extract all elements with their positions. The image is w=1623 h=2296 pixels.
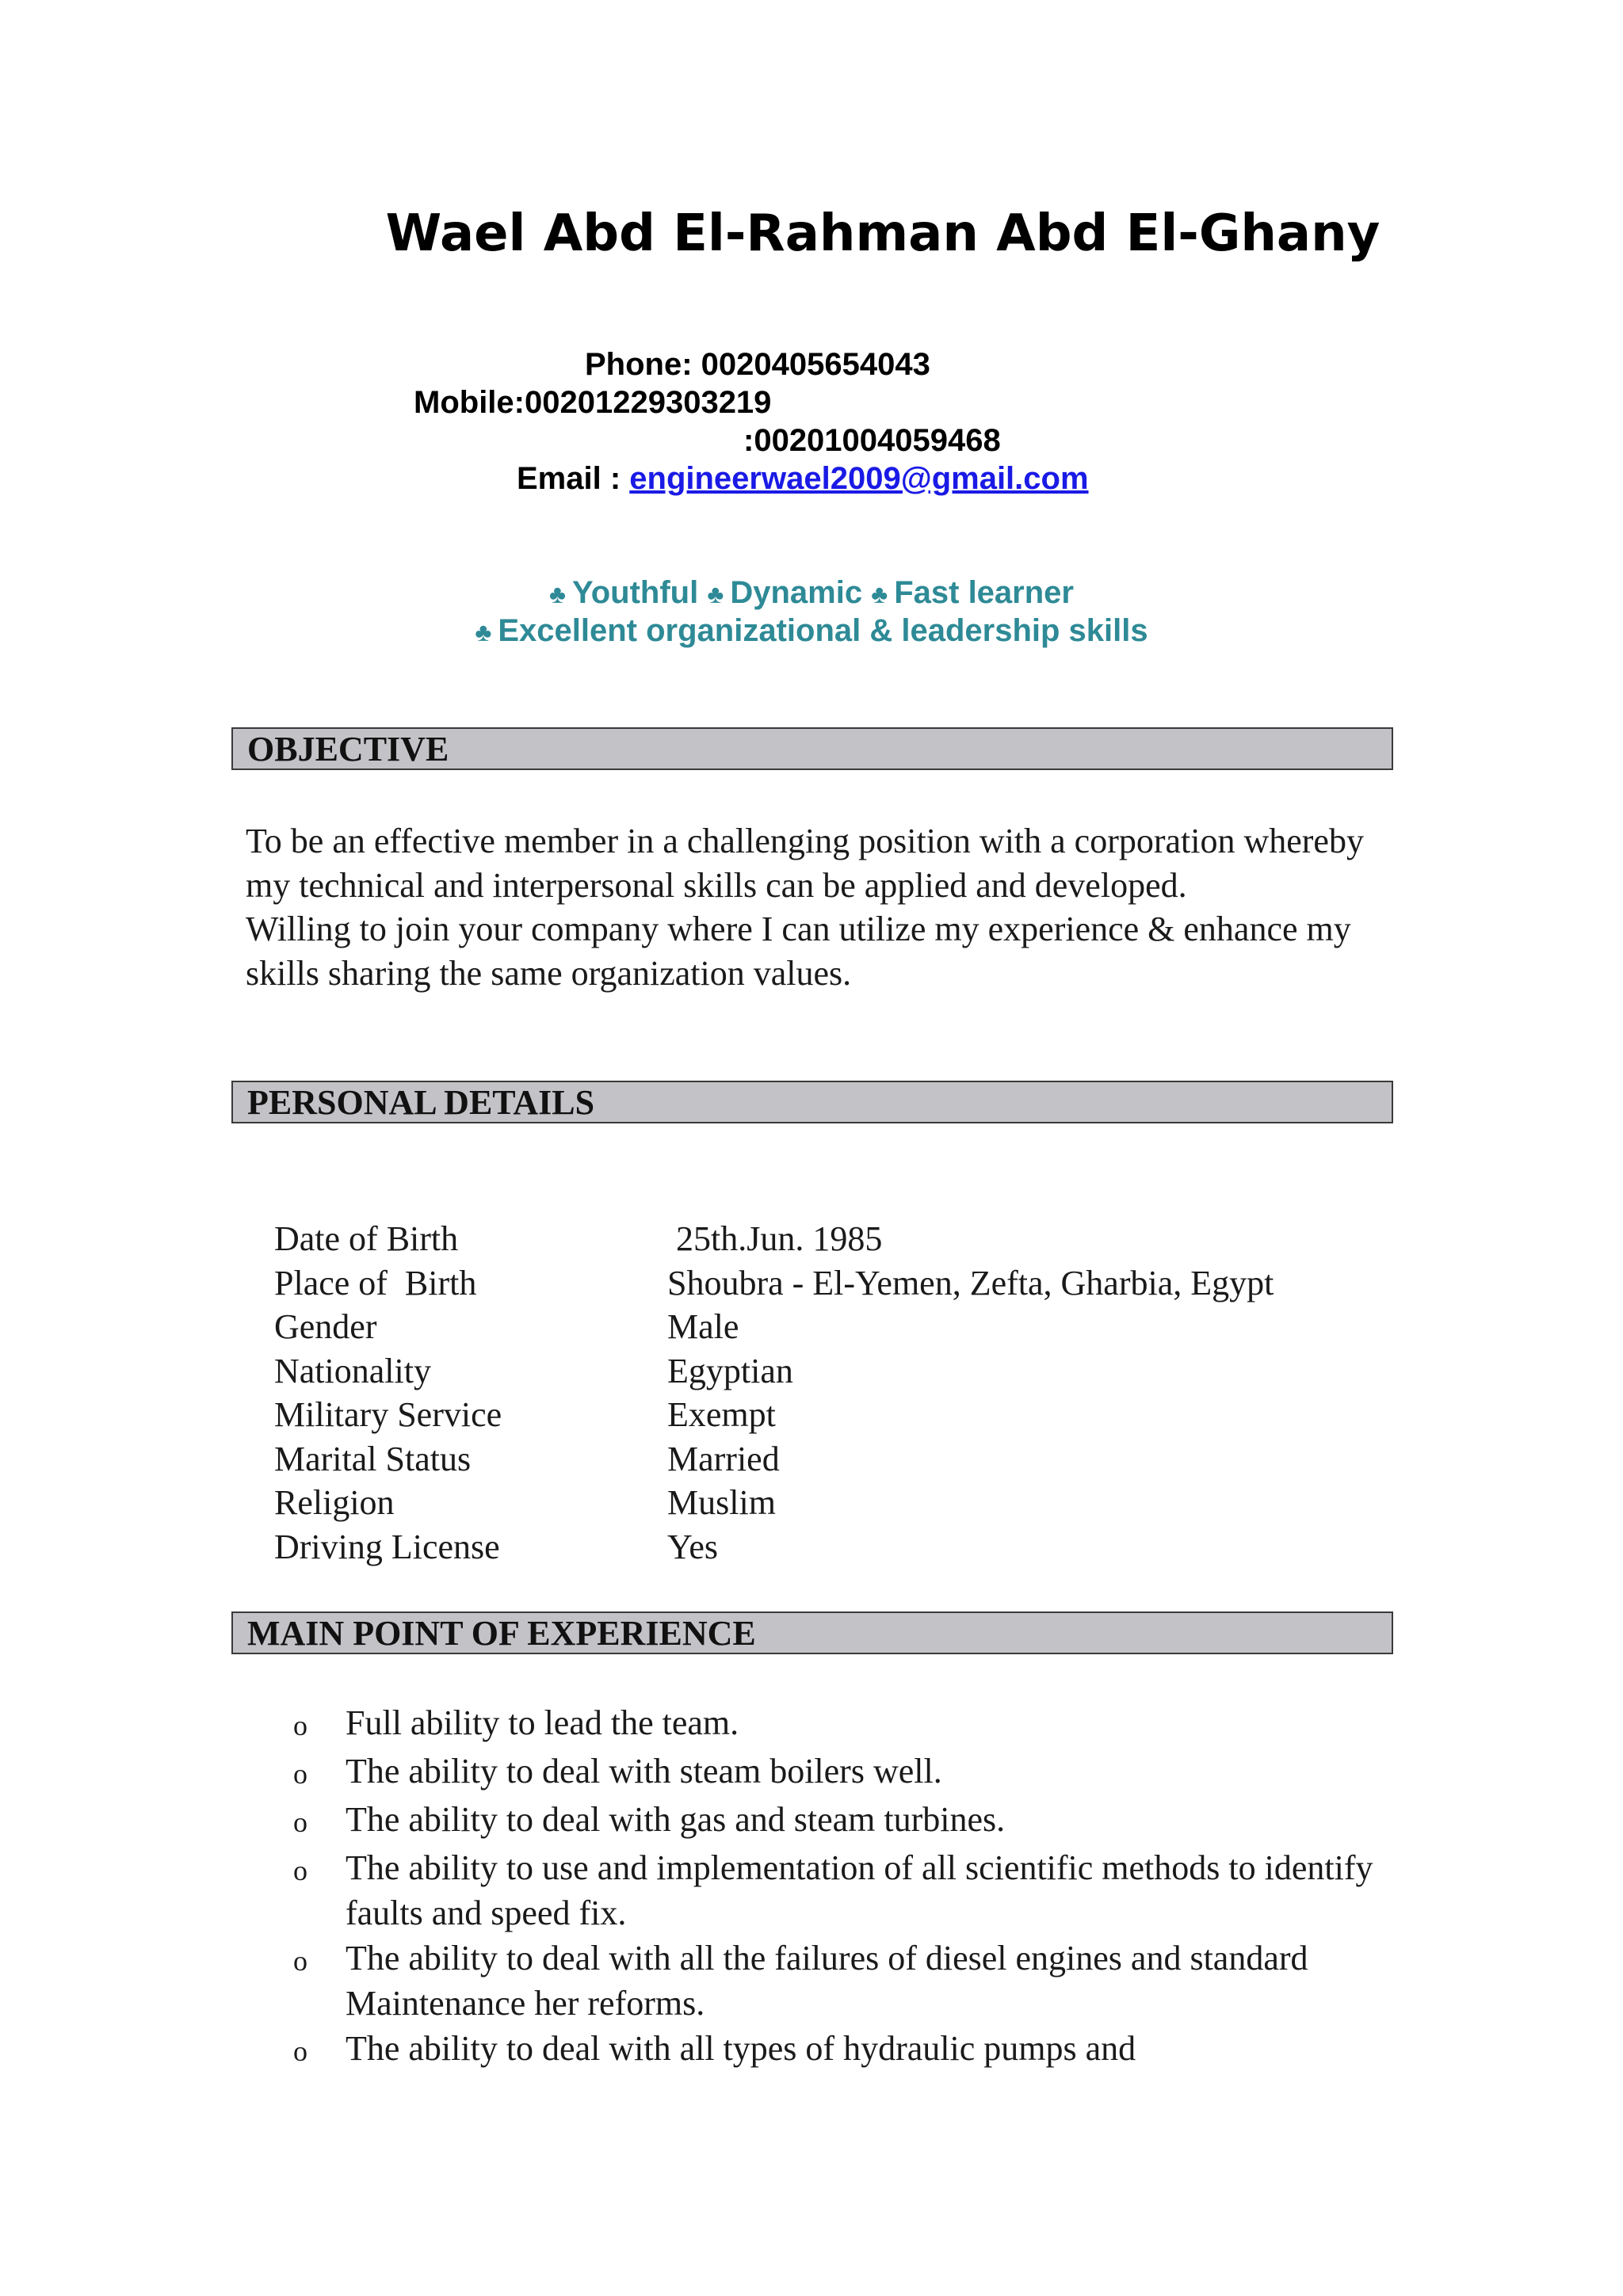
section-header-experience: MAIN POINT OF EXPERIENCE bbox=[231, 1611, 1393, 1654]
list-item bbox=[293, 1845, 1403, 1936]
detail-row bbox=[274, 1305, 1274, 1349]
circle-bullet-icon: o bbox=[293, 1945, 307, 1977]
objective-paragraph-2: Willing to join your company where I can utilize my experience & enhance my skills sharing the same organization values. bbox=[246, 910, 1351, 993]
detail-label: Military Service bbox=[274, 1395, 502, 1434]
mobile-line-2: :00201004059468 bbox=[743, 423, 1001, 458]
detail-value: Shoubra - El-Yemen, Zefta, Gharbia, Egypt bbox=[667, 1263, 1274, 1302]
club-bullet-icon: ♣ bbox=[475, 618, 492, 646]
list-item-text: Full ability to lead the team. bbox=[346, 1703, 739, 1742]
detail-label: Nationality bbox=[274, 1351, 431, 1390]
list-item-text: The ability to deal with all types of hydraulic pumps and bbox=[346, 2029, 1136, 2068]
list-item-text: The ability to use and implementation of all scientific methods to identify faults and speed fix. bbox=[346, 1848, 1373, 1932]
list-item-text: The ability to deal with steam boilers well. bbox=[346, 1752, 942, 1791]
detail-value: Married bbox=[667, 1439, 780, 1478]
resume-name: Wael Abd El-Rahman Abd El-Ghany bbox=[385, 204, 1381, 263]
circle-bullet-icon: o bbox=[293, 1806, 307, 1838]
trait-item: Dynamic bbox=[730, 575, 863, 610]
circle-bullet-icon: o bbox=[293, 1710, 307, 1741]
objective-paragraph-1: To be an effective member in a challenging position with a corporation whereby my technical and interpersonal skills can be applied and developed. bbox=[246, 822, 1364, 905]
detail-label: Driving License bbox=[274, 1527, 500, 1566]
detail-value: Exempt bbox=[667, 1395, 776, 1434]
club-bullet-icon: ♣ bbox=[707, 580, 724, 608]
experience-list bbox=[293, 1700, 1403, 2074]
detail-value: Yes bbox=[667, 1527, 719, 1566]
personal-details-table bbox=[274, 1217, 1274, 1569]
list-item bbox=[293, 1797, 1403, 1845]
detail-label: Place of Birth bbox=[274, 1263, 477, 1302]
section-header-personal-details: PERSONAL DETAILS bbox=[231, 1081, 1393, 1123]
objective-text bbox=[246, 819, 1387, 995]
detail-row bbox=[274, 1393, 1274, 1437]
list-item bbox=[293, 1700, 1403, 1749]
detail-value: Muslim bbox=[667, 1483, 776, 1522]
detail-label: Religion bbox=[274, 1483, 395, 1522]
club-bullet-icon: ♣ bbox=[549, 580, 566, 608]
trait-item: Fast learner bbox=[894, 575, 1074, 610]
circle-bullet-icon: o bbox=[293, 2035, 307, 2067]
list-item-text: The ability to deal with gas and steam turbines. bbox=[346, 1800, 1006, 1839]
traits-line-1 bbox=[0, 575, 1623, 611]
detail-row bbox=[274, 1437, 1274, 1482]
traits-line-2 bbox=[0, 613, 1623, 649]
club-bullet-icon: ♣ bbox=[871, 580, 888, 608]
detail-row bbox=[274, 1261, 1274, 1306]
detail-row bbox=[274, 1349, 1274, 1394]
email-label: Email : bbox=[517, 461, 630, 496]
detail-row bbox=[274, 1525, 1274, 1569]
detail-label: Date of Birth bbox=[274, 1219, 459, 1258]
circle-bullet-icon: o bbox=[293, 1855, 307, 1886]
detail-row bbox=[274, 1217, 1274, 1261]
email-link[interactable]: engineerwael2009@gmail.com bbox=[629, 461, 1089, 496]
detail-row bbox=[274, 1481, 1274, 1525]
phone-line: Phone: 0020405654043 bbox=[585, 347, 930, 382]
list-item bbox=[293, 1936, 1403, 2026]
mobile-line: Mobile:00201229303219 bbox=[414, 385, 772, 420]
trait-item: Youthful bbox=[572, 575, 699, 610]
list-item bbox=[293, 2026, 1403, 2074]
section-header-objective: OBJECTIVE bbox=[231, 727, 1393, 770]
email-line bbox=[517, 461, 1089, 497]
detail-label: Marital Status bbox=[274, 1439, 472, 1478]
circle-bullet-icon: o bbox=[293, 1758, 307, 1790]
detail-label: Gender bbox=[274, 1307, 377, 1346]
detail-value: Egyptian bbox=[667, 1351, 793, 1390]
detail-value: 25th.Jun. 1985 bbox=[667, 1219, 883, 1258]
list-item bbox=[293, 1749, 1403, 1797]
trait-item: Excellent organizational & leadership skills bbox=[498, 613, 1148, 648]
detail-value: Male bbox=[667, 1307, 739, 1346]
list-item-text: The ability to deal with all the failures of diesel engines and standard Maintenance her reforms. bbox=[346, 1939, 1308, 2023]
